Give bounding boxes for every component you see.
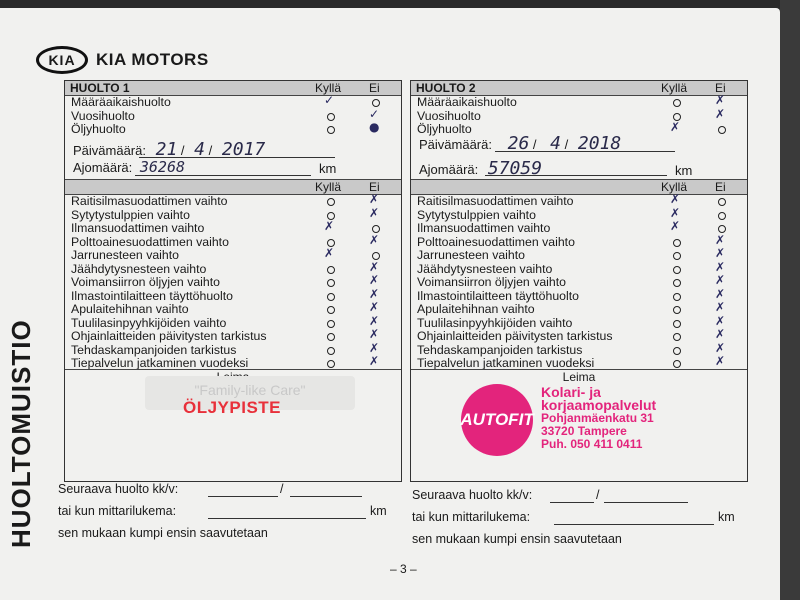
km-label: Ajomäärä: [419, 162, 479, 177]
check-label: Ilmastointilaitteen täyttöhuolto [417, 288, 580, 303]
whichever-first: sen mukaan kumpi ensin saavutetaan [58, 526, 268, 540]
check-row [65, 192, 401, 209]
no-checkbox[interactable]: ✗ [715, 300, 726, 314]
vertical-title: HUOLTOMUISTIO [6, 319, 36, 548]
no-checkbox[interactable] [718, 225, 726, 233]
no-checkbox[interactable]: ✗ [715, 259, 726, 274]
check-row [65, 313, 401, 331]
check-row [411, 327, 747, 344]
km-value: 57059 [487, 158, 543, 179]
date-year: 2017 [221, 139, 266, 160]
yes-checkbox[interactable] [673, 293, 681, 301]
no-checkbox[interactable] [372, 252, 380, 260]
check-label: Jäähdytysnesteen vaihto [71, 261, 207, 276]
check-label: Tehdaskampanjoiden tarkistus [71, 342, 237, 357]
check-row [65, 259, 401, 277]
no-checkbox[interactable]: ✗ [715, 340, 726, 355]
no-checkbox[interactable]: ✗ [369, 232, 380, 247]
check-row [411, 286, 747, 304]
no-checkbox[interactable]: ✗ [715, 354, 726, 368]
check-label: Polttoainesuodattimen vaihto [71, 234, 229, 249]
yes-checkbox[interactable] [327, 279, 335, 287]
check-list: Kyllä Ei Raitisilmasuodattimen vaihto ✗ Sytytystulppien vaihto ✗ Ilmansuodattimen vaihto ✗ Polttoainesuodattimen vaihto ✗ Jarrunesteen vaihto ✗ Jäähdytysnesteen vaihto ✗ Voimansiirron öljyjen vaihto ✗ Ilmastointilaitteen täyttöhuolto ✗ Apulaitehihnan vaihto ✗ Tuulilasinpyyhkijöiden vaihto ✗ Ohjainlaitteiden päivitysten tarkistus ✗ Tehdaskampanjoiden tarkistus ✗ Tiepalvelun jatkaminen vuodeksi ✗ [411, 180, 747, 371]
no-checkbox[interactable]: ✗ [369, 313, 380, 328]
no-checkbox[interactable]: ✗ [715, 246, 726, 260]
date-day: 21 [155, 139, 178, 160]
no-checkbox[interactable]: ✗ [369, 259, 380, 274]
km-unit: km [675, 163, 693, 178]
no-checkbox[interactable]: ✗ [715, 327, 726, 341]
check-row [411, 246, 747, 263]
no-header: Ei [369, 81, 380, 95]
no-checkbox[interactable] [372, 225, 380, 233]
check-label: Jäähdytysnesteen vaihto [417, 261, 553, 276]
no-checkbox[interactable]: ✗ [369, 340, 380, 355]
check-label: Apulaitehihnan vaihto [71, 302, 189, 316]
check-label: Voimansiirron öljyjen vaihto [417, 275, 567, 289]
no-checkbox[interactable]: ✗ [369, 354, 380, 368]
check-label: Jarrunesteen vaihto [71, 248, 180, 262]
check-label: Polttoainesuodattimen vaihto [417, 234, 575, 249]
check-label: Tiepalvelun jatkaminen vuodeksi [71, 356, 249, 370]
no-checkbox[interactable] [718, 198, 726, 206]
yes-checkbox[interactable] [673, 266, 681, 274]
km-unit: km [319, 161, 337, 176]
yes-checkbox[interactable] [673, 306, 681, 314]
check-label: Raitisilmasuodattimen vaihto [71, 194, 228, 208]
no-checkbox[interactable]: ✗ [369, 327, 380, 341]
yes-header: Kyllä [315, 81, 342, 95]
check-label: Tuulilasinpyyhkijöiden vaihto [71, 315, 227, 330]
yes-checkbox[interactable] [327, 266, 335, 274]
check-row [65, 340, 401, 358]
check-row [65, 327, 401, 344]
stamp-label: Leima [562, 370, 596, 384]
yes-checkbox[interactable]: ✗ [670, 219, 681, 233]
check-label: Jarrunesteen vaihto [417, 248, 526, 262]
check-label: Sytytystulppien vaihto [71, 207, 190, 222]
check-row [65, 286, 401, 304]
yes-checkbox[interactable] [673, 347, 681, 355]
no-checkbox[interactable]: ✗ [715, 232, 726, 247]
top-item: Öljyhuolto [417, 122, 472, 136]
yes-checkbox[interactable] [673, 333, 681, 341]
stamp-area [411, 369, 747, 480]
no-checkbox[interactable] [718, 212, 726, 220]
yes-checkbox[interactable] [327, 306, 335, 314]
page-edge [780, 0, 800, 600]
yes-checkbox[interactable] [327, 360, 335, 368]
check-label: Ilmansuodattimen vaihto [417, 221, 551, 235]
check-label: Raitisilmasuodattimen vaihto [417, 194, 574, 208]
check-label: Sytytystulppien vaihto [417, 207, 536, 222]
check-row [65, 246, 401, 263]
check-label: Tehdaskampanjoiden tarkistus [417, 342, 583, 357]
yes-checkbox[interactable] [673, 360, 681, 368]
date-year: 2018 [577, 133, 622, 154]
yes-checkbox[interactable] [327, 320, 335, 328]
top-item: Vuosihuolto [417, 108, 481, 123]
check-label: Ohjainlaitteiden päivitysten tarkistus [417, 329, 613, 343]
check-row [65, 232, 401, 250]
check-list: Kyllä Ei Raitisilmasuodattimen vaihto ✗ Sytytystulppien vaihto ✗ Ilmansuodattimen vaihto ✗ Polttoainesuodattimen vaihto ✗ Jarrunesteen vaihto ✗ Jäähdytysnesteen vaihto ✗ Voimansiirron öljyjen vaihto ✗ Ilmastointilaitteen täyttöhuolto ✗ Apulaitehihnan vaihto ✗ Tuulilasinpyyhkijöiden vaihto ✗ Ohjainlaitteiden päivitysten tarkistus ✗ Tehdaskampanjoiden tarkistus ✗ Tiepalvelun jatkaminen vuodeksi ✗ [65, 180, 401, 371]
check-label: Tuulilasinpyyhkijöiden vaihto [417, 315, 573, 330]
check-row [411, 273, 747, 290]
yes-checkbox[interactable] [327, 347, 335, 355]
autofit-logo: AUTOFIT [461, 384, 533, 456]
check-label: Apulaitehihnan vaihto [417, 302, 535, 316]
date-day: 26 [507, 133, 530, 154]
yes-checkbox[interactable] [673, 239, 681, 247]
no-checkbox[interactable]: ✗ [369, 286, 380, 301]
km-label: Ajomäärä: [73, 160, 133, 175]
check-row [65, 219, 401, 236]
yes-checkbox[interactable] [327, 293, 335, 301]
check-row [411, 259, 747, 277]
brand-name: KIA MOTORS [96, 50, 209, 69]
yes-checkbox[interactable]: ✗ [670, 205, 681, 220]
next-service-right: Seuraava huolto kk/v: / tai kun mittarilukema: km sen mukaan kumpi ensin saavutetaan [412, 488, 735, 546]
no-checkbox[interactable]: ✗ [369, 192, 380, 206]
top-item: Määräaikaishuolto [417, 95, 517, 109]
yes-checkbox[interactable]: ✗ [670, 192, 681, 206]
date-label: Päivämäärä: [419, 137, 492, 152]
stamp-area [65, 369, 401, 480]
date-month: 4 [194, 139, 206, 160]
no-checkbox[interactable]: ✗ [369, 300, 380, 314]
yes-checkbox[interactable] [673, 320, 681, 328]
check-label: Voimansiirron öljyjen vaihto [71, 275, 221, 289]
autofit-address: Kolari- ja korjaamopalvelut Pohjanmäenkatu 31 33720 Tampere Puh. 050 411 0411 [541, 384, 657, 451]
yes-checkbox[interactable] [327, 198, 335, 206]
top-item: Vuosihuolto [71, 108, 135, 123]
date-month: 4 [550, 133, 562, 154]
yes-checkbox[interactable]: ✗ [324, 219, 335, 233]
no-checkbox[interactable]: ✗ [715, 313, 726, 328]
no-checkbox[interactable]: ✗ [369, 205, 380, 220]
huolto2-panel: HUOLTO 2 Kyllä Ei Määräaikaishuolto ✗ Vuosihuolto ✗ Öljyhuolto ✗ Päivämäärä: 26 / 4 / 2018 Ajomäärä: 57059 km Kyllä Ei Raitisilmasuodattimen vaihto ✗ Sytytystulppien vaihto ✗ Ilmansuodattimen vaihto ✗ Polttoainesuodattimen vaihto ✗ Jarrunesteen vaihto ✗ Jäähdytysnesteen vaihto ✗ Voimansiirron öljyjen vaihto ✗ Ilmastointilaitteen täyttöhuolto ✗ Apulaitehihnan vaihto ✗ Tuulilasinpyyhkijöiden vaihto ✗ Ohjainlaitteiden päivitysten tarkistus ✗ Tehdaskampanjoiden tarkistus ✗ Tiepalvelun jatkaminen vuodeksi ✗ Leima AUTOFIT Kolari- ja korjaamopalvelut Pohjanmäenkatu 31 33720 Tampere Puh. 050 411 0411 [410, 80, 748, 482]
check-label: Tiepalvelun jatkaminen vuodeksi [417, 356, 595, 370]
check-row [411, 192, 747, 209]
check-label: Ohjainlaitteiden päivitysten tarkistus [71, 329, 267, 343]
check-row [411, 205, 747, 223]
yes-checkbox[interactable] [673, 279, 681, 287]
no-checkbox[interactable]: ✗ [715, 286, 726, 301]
check-row [65, 205, 401, 223]
check-row [411, 340, 747, 358]
check-row [65, 273, 401, 290]
check-row [411, 300, 747, 317]
yes-checkbox[interactable] [673, 252, 681, 260]
kia-emblem: KIA [36, 46, 88, 74]
no-checkbox[interactable]: ✗ [369, 273, 380, 287]
top-item: Öljyhuolto [71, 122, 126, 136]
check-row [411, 232, 747, 250]
manual-page [0, 8, 780, 600]
top-item: Määräaikaishuolto [71, 95, 171, 109]
check-label: Ilmansuodattimen vaihto [71, 221, 205, 235]
check-row [65, 300, 401, 317]
no-checkbox[interactable]: ✗ [715, 273, 726, 287]
yes-checkbox[interactable] [327, 333, 335, 341]
huolto1-panel: HUOLTO 1 Kyllä Ei Määräaikaishuolto ✓ Vuosihuolto ✓ Öljyhuolto ● Päivämäärä: 21 / 4 / 2017 Ajomäärä: 36268 km Kyllä Ei Raitisilmasuodattimen vaihto ✗ Sytytystulppien vaihto ✗ Ilmansuodattimen vaihto ✗ Polttoainesuodattimen vaihto ✗ Jarrunesteen vaihto ✗ Jäähdytysnesteen vaihto ✗ Voimansiirron öljyjen vaihto ✗ Ilmastointilaitteen täyttöhuolto ✗ Apulaitehihnan vaihto ✗ Tuulilasinpyyhkijöiden vaihto ✗ Ohjainlaitteiden päivitysten tarkistus ✗ Tehdaskampanjoiden tarkistus ✗ Tiepalvelun jatkaminen vuodeksi ✗ "Family-like Care" ÖLJYPISTE [64, 80, 402, 482]
km-value: 36268 [139, 158, 186, 176]
check-label: Ilmastointilaitteen täyttöhuolto [71, 288, 234, 303]
faded-stamp: "Family-like Care" [145, 376, 355, 410]
mileage-label: tai kun mittarilukema: [58, 504, 177, 518]
page-number: – 3 – [390, 562, 417, 576]
yes-checkbox[interactable]: ✗ [324, 246, 335, 260]
check-row [411, 313, 747, 331]
oljypiste-stamp: ÖLJYPISTE [183, 398, 282, 417]
next-service-left: Seuraava huolto kk/v: / tai kun mittarilukema: km sen mukaan kumpi ensin saavutetaan [58, 482, 387, 540]
check-row [411, 219, 747, 236]
next-date-label: Seuraava huolto kk/v: [58, 482, 179, 496]
huolto2-title: HUOLTO 2 [416, 81, 476, 95]
date-label: Päivämäärä: [73, 143, 146, 158]
kia-logo [36, 46, 209, 74]
huolto1-title: HUOLTO 1 [70, 81, 130, 95]
